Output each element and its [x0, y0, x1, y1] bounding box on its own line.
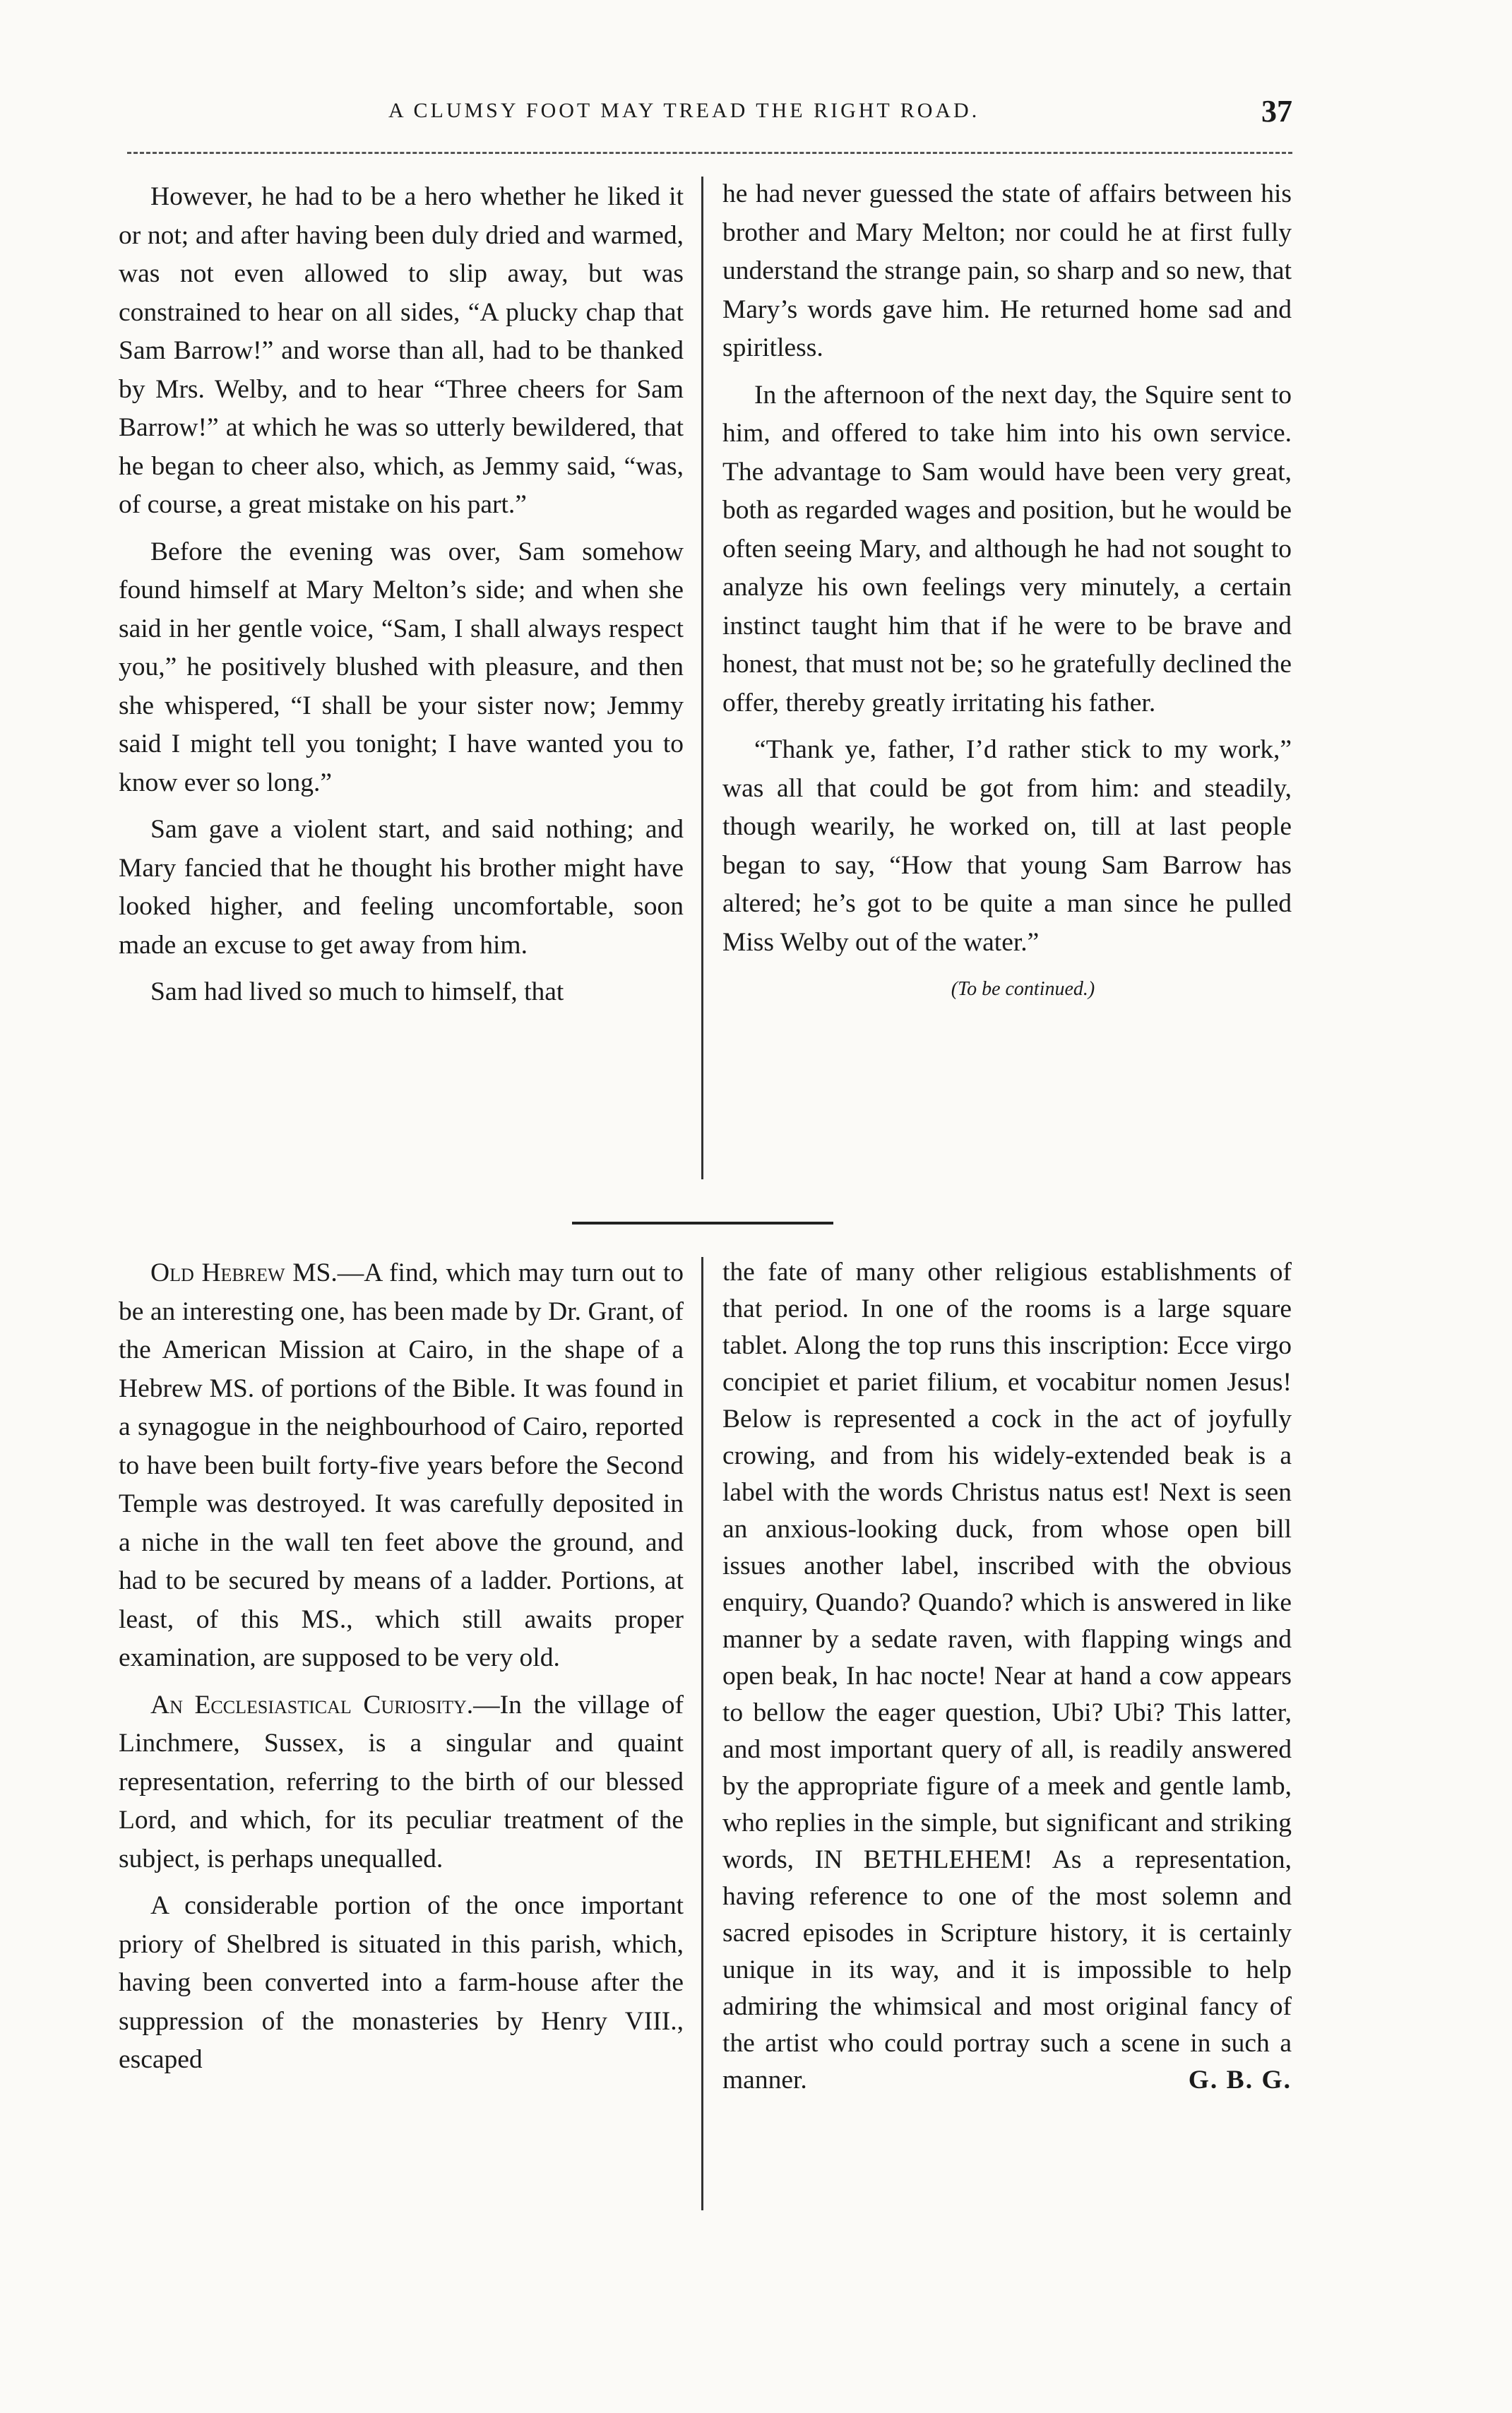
- note-body: —A find, which may turn out to be an interesting one, has been made by Dr. Grant, of the American Mission at Cairo, in the shape of a Hebrew MS. of portions of the Bible. It was found in a synagogue in the neighbourhood of Cairo, reported to have been built forty-five years before the Second Temple was destroyed. It was carefully deposited in a niche in the wall ten feet above the ground, and had to be secured by means of a ladder. Portions, at least, of this MS., which still awaits proper examination, are supposed to be very old.: [119, 1258, 684, 1672]
- notes-left-column: [119, 1254, 684, 2088]
- page-number: 37: [1261, 94, 1292, 129]
- story-paragraph: Sam gave a violent start, and said nothing; and Mary fancied that he thought his brother might have looked higher, and feeling uncomfortable, soon made an excuse to get away from him.: [119, 815, 684, 960]
- curiosity-note: [119, 1686, 684, 1879]
- note-body: —In the village of Linchmere, Sussex, is a singular and quaint representation, referring to the birth of our blessed Lord, and which, for its peculiar treatment of the subject, is perhaps unequalled.: [119, 1690, 684, 1873]
- running-header: [127, 93, 1292, 136]
- story-paragraph: Sam had lived so much to himself, that: [150, 977, 564, 1006]
- story-paragraph: However, he had to be a hero whether he liked it or not; and after having been duly dried and warmed, was not even allowed to slip away, but was constrained to hear on all sides, “A plucky chap that Sam Barrow!” and worse than all, had to be thanked by Mrs. Welby, and to hear “Three cheers for Sam Barrow!” at which he was so utterly bewildered, that he began to cheer also, which, as Jemmy said, “was, of course, a great mistake on his part.”: [119, 182, 684, 519]
- story-paragraph: he had never guessed the state of affairs between his brother and Mary Melton; nor could he at first fully understand the strange pain, so sharp and so new, that Mary’s words gave him. He returned home sad and spiritless.: [722, 179, 1292, 362]
- note-heading: An Ecclesiastical Curiosity.: [150, 1690, 474, 1720]
- running-title: A CLUMSY FOOT MAY TREAD THE RIGHT ROAD.: [388, 99, 980, 122]
- priory-paragraph: A considerable portion of the once important priory of Shelbred is situated in this parish, which, having been converted into a farm-house after the suppression of the monasteries by Henry VIII., escaped: [119, 1891, 684, 2074]
- story-paragraph: In the afternoon of the next day, the Squire sent to him, and offered to take him into his own service. The advantage to Sam would have been very great, both as regarded wages and position, but he would be often seeing Mary, and although he had not sought to analyze his own feelings very minutely, a certain instinct taught him that if he were to be brave and honest, that must not be; so he gratefully declined the offer, thereby greatly irritating his father.: [722, 380, 1292, 717]
- tablet-paragraph: [722, 1254, 1292, 2099]
- to-be-continued: (To be continued.): [951, 978, 1095, 1000]
- section-rule: [572, 1222, 833, 1225]
- story-paragraph: “Thank ye, father, I’d rather stick to my work,” was all that could be got from him: and steadily, though wearily, he worked on, till at last people began to say, “How that young Sam Barrow has altered; he’s got to be quite a man since he pulled Miss Welby out of the water.”: [722, 735, 1292, 957]
- signature: G. B. G.: [1188, 2066, 1292, 2095]
- story-right-column: [722, 175, 1292, 1018]
- tablet-text: the fate of many other religious establishments of that period. In one of the rooms is a large square tablet. Along the top runs this inscription: Ecce virgo concipiet et pariet filium, et vocabitur nomen Jesus! Below is represented a cock in the act of joyfully crowing, and from his widely-extended beak is a label with the words Christus natus est! Next is seen an anxious-looking duck, from whose open bill issues another label, inscribed with the obvious enquiry, Quando? Quando? which is answered in like manner by a sedate raven, with flapping wings and open beak, In hac nocte! Near at hand a cow appears to bellow the eager question, Ubi? Ubi? This latter, and most important query of all, is readily answered by the appropriate figure of a meek and gentle lamb, who replies in the simple, but significant and striking words, IN BETHLEHEM! As a representation, having reference to one of the most solemn and sacred episodes in Scripture history, it is certainly unique in its way, and it is impossible to help admiring the whimsical and most original fancy of the artist who could portray such a scene in such a manner.: [722, 1258, 1292, 2095]
- notes-right-column: [722, 1254, 1292, 2107]
- story-left-column: [119, 178, 684, 1020]
- note-heading: Old Hebrew MS.: [150, 1258, 338, 1287]
- story-paragraph: Before the evening was over, Sam somehow found himself at Mary Melton’s side; and when she said in her gentle voice, “Sam, I shall always respect you,” he positively blushed with pleasure, and then she whispered, “I shall be your sister now; Jemmy said I might tell you tonight; I have wanted you to know ever so long.”: [119, 537, 684, 797]
- column-divider-bottom: [701, 1257, 703, 2210]
- column-divider-top: [701, 177, 703, 1179]
- hebrew-ms-note: [119, 1254, 684, 1678]
- header-rule: [127, 152, 1292, 154]
